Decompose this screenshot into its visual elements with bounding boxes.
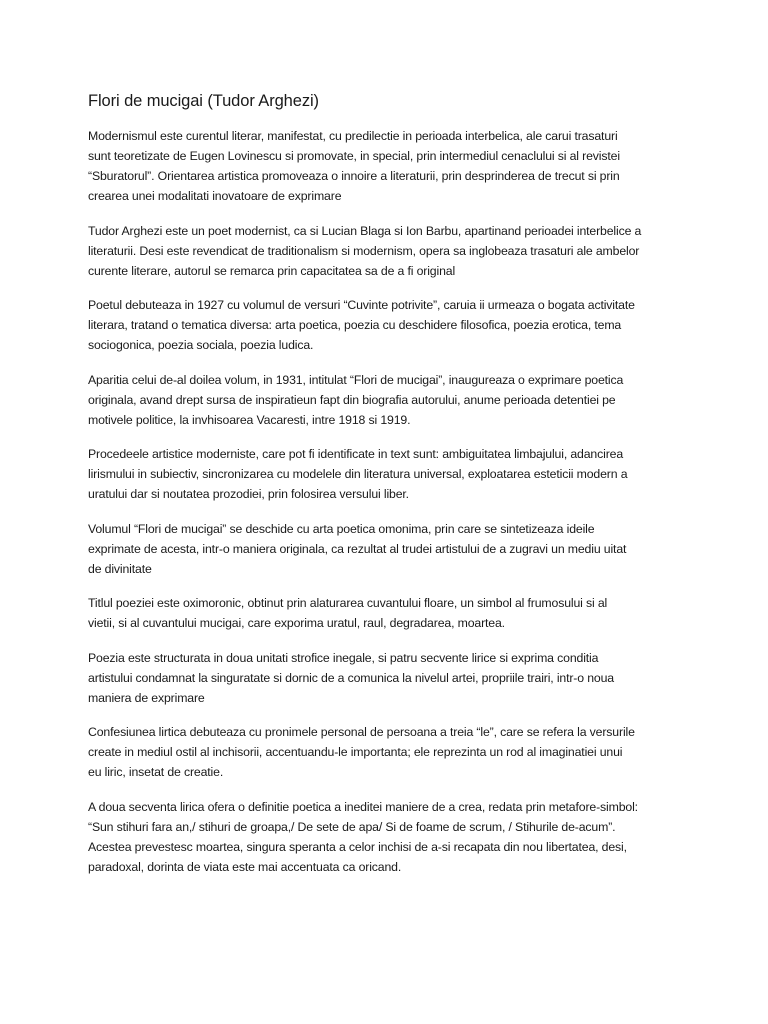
paragraph-6: Volumul “Flori de mucigai” se deschide cu arta poetica omonima, prin care se sintetizeaza ideile exprimate de acesta, intr-o maniera originala, ca rezultat al trudei artistului de a zugravi un mediu uitat de divinitate bbox=[88, 521, 627, 576]
paragraph-1: Modernismul este curentul literar, manifestat, cu predilectie in perioada interbelica, ale carui trasaturi sunt teoretizate de Eugen Lovinescu si promovate, in special, prin intermediul cenaclului si al revistei “Sburatorul”. Orientarea artistica promoveaza o innoire a literaturii, prin desprinderea de trecut si prin crearea unei modalitati inovatoare de exprimare bbox=[88, 129, 620, 203]
paragraph-2: Tudor Arghezi este un poet modernist, ca si Lucian Blaga si Ion Barbu, apartinand perioadei interbelice a literaturii. Desi este revendicat de traditionalism si modernism, opera sa inglobeaza trasaturi ale ambelor curente literare, autorul se remarca prin capacitatea sa de a fi original bbox=[88, 223, 642, 278]
document-page bbox=[88, 90, 684, 891]
paragraph-9: Confesiunea lirtica debuteaza cu pronimele personal de persoana a treia “le”, care se refera la versurile create in mediul ostil al inchisorii, accentuandu-le importanta; ele reprezinta un rod al imaginatiei unui eu liric, insetat de creatie. bbox=[88, 725, 635, 779]
document-title: Flori de mucigai (Tudor Arghezi) bbox=[88, 92, 319, 110]
paragraph-7: Titlul poeziei este oximoronic, obtinut prin alaturarea cuvantului floare, un simbol al frumosului si al vietii, si al cuvantului mucigai, care exporima uratul, raul, degradarea, moartea. bbox=[88, 596, 608, 630]
paragraph-5: Procedeele artistice moderniste, care pot fi identificate in text sunt: ambiguitatea limbajului, adancirea lirismului in subiectiv, sincronizarea cu modelele din literatura universal, exploatarea esteticii modern a uratului dar si noutatea prozodiei, prin folosirea versului liber. bbox=[88, 447, 628, 501]
paragraph-4: Aparitia celui de-al doilea volum, in 1931, intitulat “Flori de mucigai”, inaugureaza o exprimare poetica originala, avand drept sursa de inspiratieun fapt din biografia autorului, anume perioada detentiei pe motivele politice, la invhisoarea Vacaresti, intre 1918 si 1919. bbox=[88, 372, 624, 427]
paragraph-3: Poetul debuteaza in 1927 cu volumul de versuri “Cuvinte potrivite”, caruia ii urmeaza o bogata activitate literara, tratand o tematica diversa: arta poetica, poezia cu deschidere filosofica, poezia erotica, tema sociogonica, poezia sociala, poezia ludica. bbox=[88, 298, 635, 352]
paragraph-8: Poezia este structurata in doua unitati strofice inegale, si patru secvente lirice si exprima conditia artistului condamnat la singuratate si dornic de a comunica la nivelul artei, propriile trairi, intr-o noua maniera de exprimare bbox=[88, 650, 614, 705]
paragraph-10: A doua secventa lirica ofera o definitie poetica a ineditei maniere de a crea, redata prin metafore-simbol: “Sun stihuri fara an,/ stihuri de groapa,/ De sete de apa/ Si de foame de scrum, / Stihurile de-acum”. Acestea prevestesc moartea, singura speranta a celor inchisi de a-si recapata din nou libertatea, desi, paradoxal, dorinta de viata este mai accentuata ca oricand. bbox=[88, 799, 638, 874]
